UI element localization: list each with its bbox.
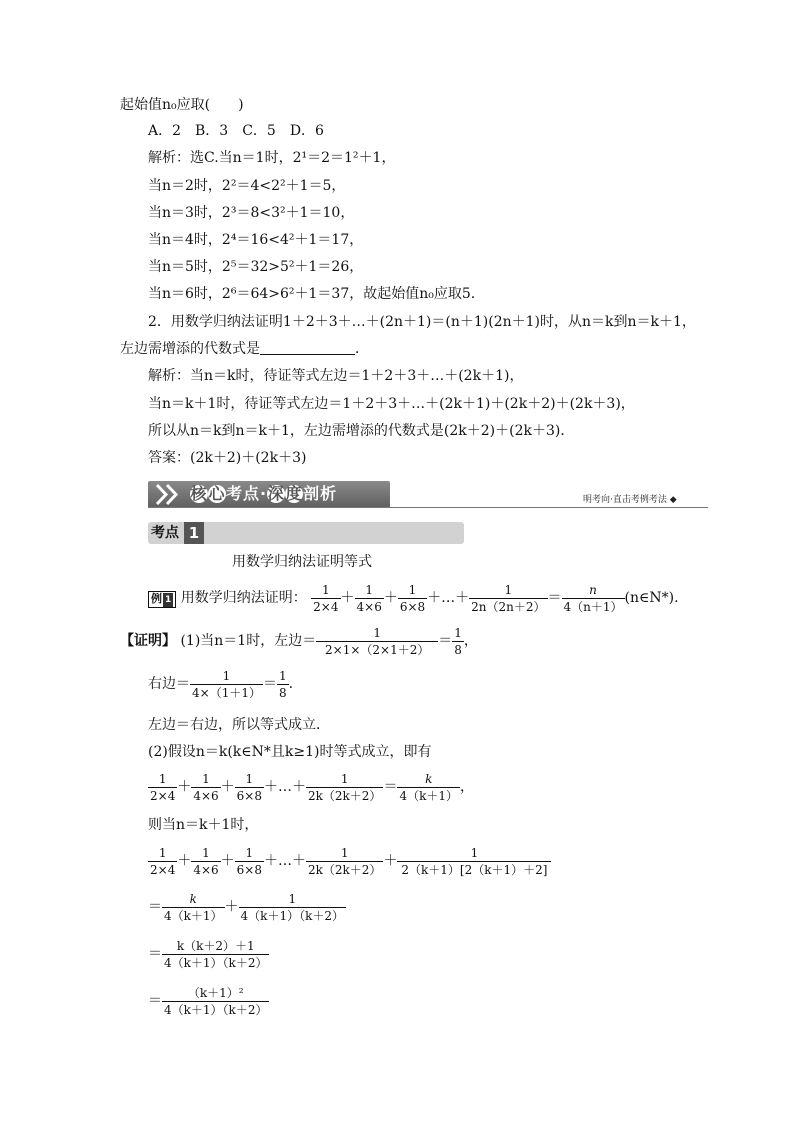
proof-expansion: $\frac{1}{2\times 4}$ ＋ $\frac{1}{4\times 6}$ ＋ $\frac{1}{6\times 8}$ ＋…＋ $\frac{1}{2k(2k+2)}$ ＋ $\frac{1}{2(k+1)[2(k+1)+2]}$ (148, 844, 551, 878)
proof-step-sum: ＝ $\frac{k}{4(k+1)}$ ＋ $\frac{1}{4(k+1)(k+2)}$ (148, 891, 344, 923)
solution-line-4: 当n＝4时，2⁴＝16<4²＋1＝17， (148, 232, 364, 248)
proof-right-side: 右边＝ $\frac{1}{4\times(1+1)}$ ＝ $\frac{1}{8}$ . (148, 668, 294, 700)
example-badge: 例 1 (148, 591, 176, 608)
solution-2-line-2: 当n＝k＋1时，待证等式左边＝1＋2＋3＋…＋(2k＋1)＋(2k＋2)＋(2k＋3)， (148, 396, 635, 412)
proof-step-combine: ＝ $\frac{k(k+2)+1}{4(k+1)(k+2)}$ (148, 938, 268, 970)
proof-step-square: ＝ $\frac{\text{（k＋1）²}}{4(k+1)(k+2)}$ (148, 985, 268, 1017)
proof-then: 则当n＝k＋1时， (148, 817, 259, 833)
induction-hypothesis: $\frac{1}{2\times 4}$ ＋ $\frac{1}{4\times 6}$ ＋ $\frac{1}{6\times 8}$ ＋…＋ $\frac{1}{2k(2k+2)}$ ＝ $\frac{k}{4(k+1)}$ ， (150, 771, 474, 803)
answer-options: A．2 B．3 C．5 D．6 (148, 123, 324, 139)
solution-line-1: 解析：选C.当n＝1时，2¹＝2＝1²＋1， (148, 150, 396, 166)
proof-conclusion-1: 左边＝右边，所以等式成立． (148, 717, 330, 733)
topic-title: 用数学归纳法证明等式 (232, 554, 372, 570)
question-2-line-2: 左边需增添的代数式是 ． (120, 341, 369, 357)
answer-blank (260, 340, 355, 355)
proof-step-1: 【证明】 (1)当n＝1时，左边＝ $\frac{1}{2\times 1\times(2\times 1+2)}$ ＝ $\frac{1}{8}$ ， (120, 625, 478, 657)
topic-label: 考点 (151, 525, 179, 541)
question-tail: 起始值n₀应取( ) (120, 97, 244, 113)
solution-line-6: 当n＝6时，2⁶＝64>6²＋1＝37，故起始值n₀应取5. (148, 286, 476, 302)
solution-2-line-3: 所以从n＝k到n＝k＋1，左边需增添的代数式是(2k＋2)＋(2k＋3)． (148, 423, 575, 439)
solution-2-line-1: 解析：当n＝k时，待证等式左边＝1＋2＋3＋…＋(2k＋1)， (148, 368, 524, 384)
solution-line-3: 当n＝3时，2³＝8<3²＋1＝10， (148, 205, 355, 221)
double-chevron-icon (154, 481, 190, 508)
banner-subtitle: 明考向·直击考例考法 ◆ (583, 495, 677, 505)
topic-number: 1 (184, 522, 204, 544)
banner-rule (148, 507, 708, 508)
section-banner-title: 核心考点·深度剖析 (190, 484, 338, 503)
answer-line: 答案：(2k＋2)＋(2k＋3) (148, 450, 307, 466)
solution-line-2: 当n＝2时，2²＝4<2²＋1＝5， (148, 178, 346, 194)
example-statement: 例 1 用数学归纳法证明： $\frac{1}{2\times 4}$ ＋ $\frac{1}{4\times 6}$ ＋ $\frac{1}{6\times 8}$ ＋…＋ $\frac{1}{2n(2n+2)}$ ＝ $\frac{n}{4(n+1)}$ (n∈N*). (148, 581, 679, 615)
proof-step-2: (2)假设n＝k(k∈N*且k≥1)时等式成立，即有 (148, 744, 432, 760)
question-2-line-1: 2．用数学归纳法证明1＋2＋3＋…＋(2n＋1)＝(n＋1)(2n＋1)时，从n＝k到n＝k＋1， (148, 314, 696, 330)
solution-line-5: 当n＝5时，2⁵＝32>5²＋1＝26， (148, 259, 364, 275)
